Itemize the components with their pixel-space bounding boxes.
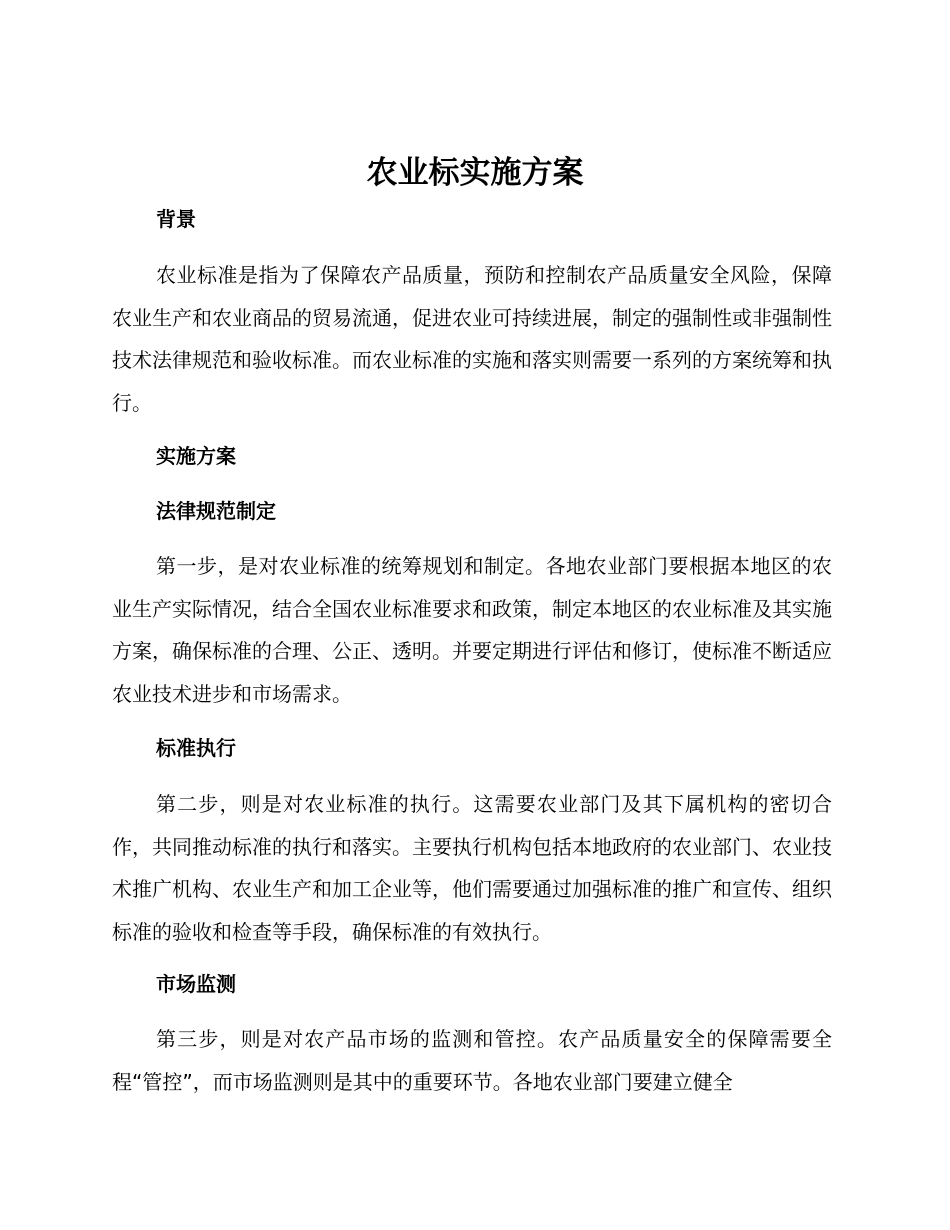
section-heading-implementation-plan: 实施方案	[156, 444, 236, 468]
section-heading-market-monitoring: 市场监测	[156, 972, 236, 996]
document-title: 农业标实施方案	[366, 155, 584, 191]
section-paragraph-standard-execution: 第二步，则是对农业标准的执行。这需要农业部门及其下属机构的密切合作，共同推动标准的执行和落实。主要执行机构包括本地政府的农业部门、农业技术推广机构、农业生产和加工企业等，他们需要通过加强标准的推广和宣传、组织标准的验收和检查等手段，确保标准的有效执行。	[112, 792, 832, 944]
section-paragraph-background: 农业标准是指为了保障农产品质量，预防和控制农产品质量安全风险，保障农业生产和农业商品的贸易流通，促进农业可持续进展，制定的强制性或非强制性技术法律规范和验收标准。而农业标准的实施和落实则需要一系列的方案统筹和执行。	[112, 263, 832, 415]
section-heading-legal-norms: 法律规范制定	[156, 499, 276, 523]
section-paragraph-market-monitoring: 第三步，则是对农产品市场的监测和管控。农产品质量安全的保障需要全程“管控”，而市场监测则是其中的重要环节。各地农业部门要建立健全	[112, 1027, 832, 1094]
section-paragraph-legal-norms: 第一步，是对农业标准的统筹规划和制定。各地农业部门要根据本地区的农业生产实际情况，结合全国农业标准要求和政策，制定本地区的农业标准及其实施方案，确保标准的合理、公正、透明。并要定期进行评估和修订，使标准不断适应农业技术进步和市场需求。	[112, 554, 832, 706]
section-heading-background: 背景	[156, 207, 196, 231]
section-heading-standard-execution: 标准执行	[156, 736, 236, 760]
